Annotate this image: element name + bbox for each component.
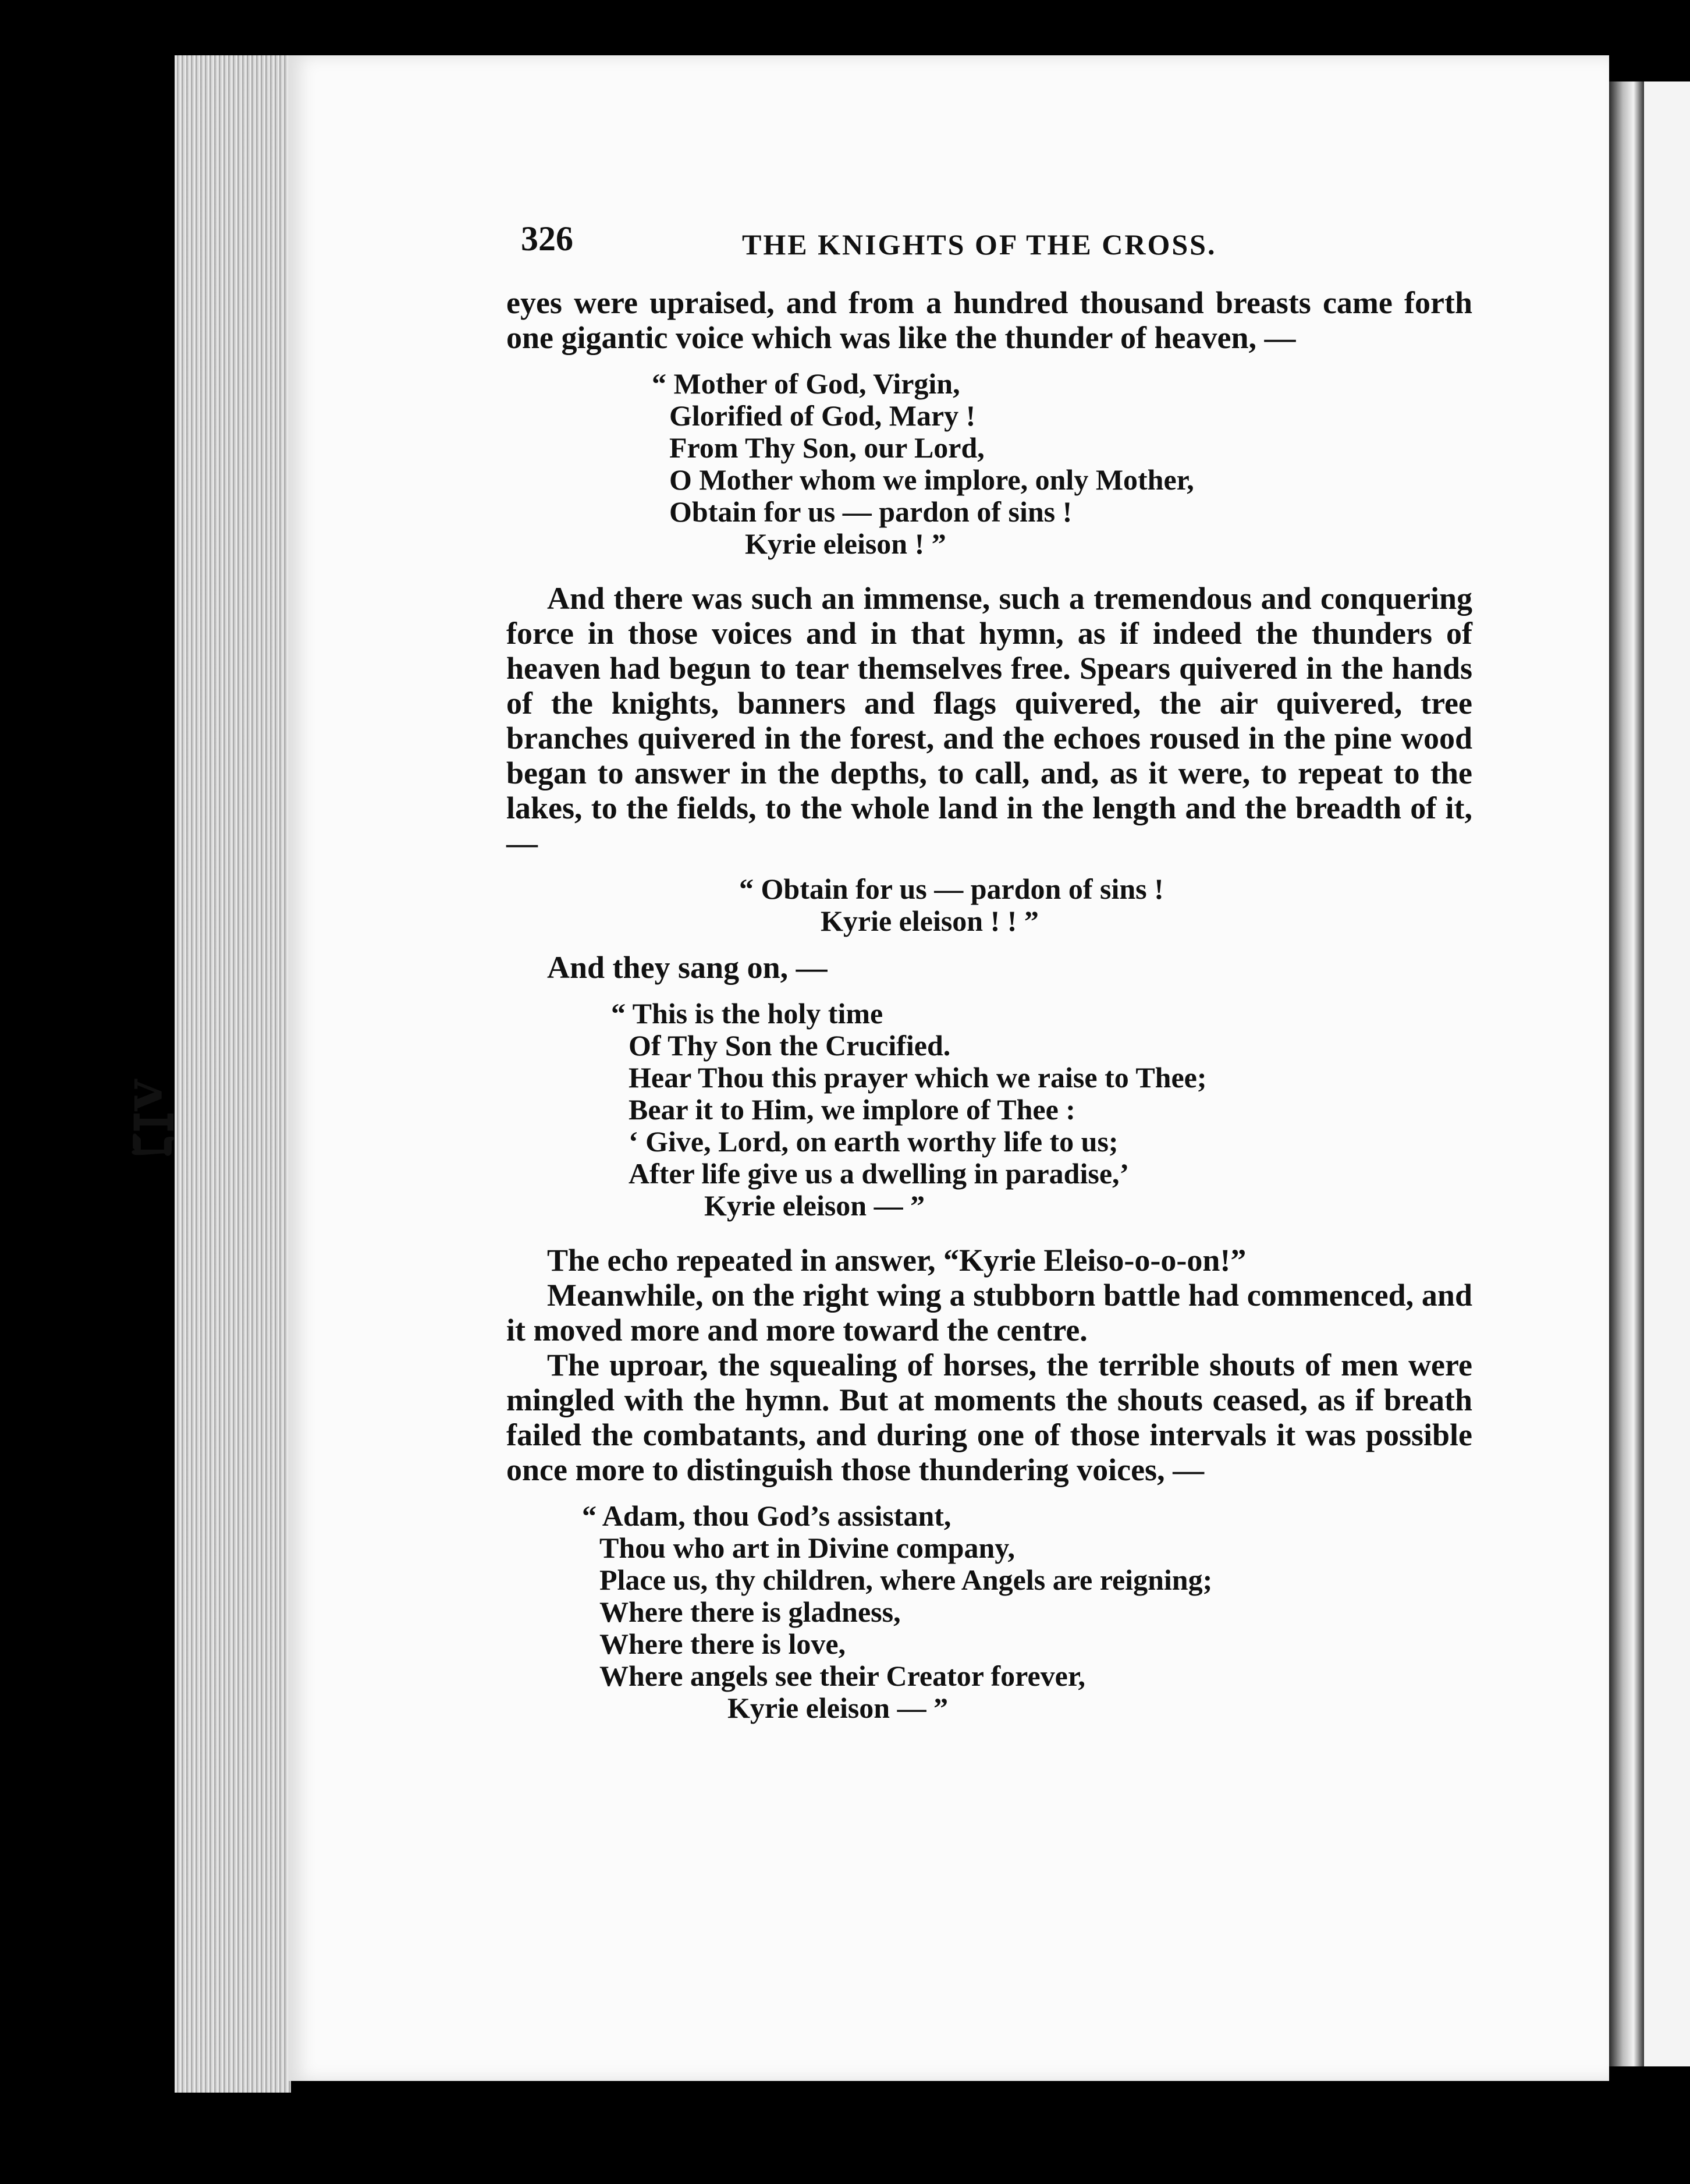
page-content xyxy=(506,221,1472,1737)
verse-line: Hear Thou this prayer which we raise to Thee; xyxy=(629,1061,1207,1094)
facing-page-edge xyxy=(1609,81,1644,2066)
verse-line: Thou who art in Divine company, xyxy=(599,1531,1016,1564)
paragraph-1: eyes were upraised, and from a hundred thousand breasts came forth one gigantic voice which was like the thunder of heaven, — xyxy=(506,285,1472,355)
verse-hymn-3 xyxy=(611,998,1472,1222)
verse-line: Glorified of God, Mary ! xyxy=(669,399,976,432)
verse-line: Of Thy Son the Crucified. xyxy=(629,1029,951,1062)
library-stamp-mark: ᴧ𝖨ℷ xyxy=(122,1077,183,1158)
verse-line: “ This is the holy time xyxy=(611,997,883,1030)
paragraph-2: And there was such an immense, such a tremendous and conquering force in those voices and in that hymn, as if indeed the thunders of heaven had begun to tear themselves free. Spears quivered in the hands of the knights, banners and flags quivered, the air quivered, tree branches quivered in the forest, and the echoes roused in the pine wood began to answer in the depths, to call, and, as it were, to repeat to the lakes, to the fields, to the whole land in the length and the breadth of it, — xyxy=(506,581,1472,860)
verse-line: Place us, thy children, where Angels are reigning; xyxy=(599,1563,1213,1596)
page-number: 326 xyxy=(521,219,573,258)
verse-line: “ Adam, thou God’s assistant, xyxy=(582,1499,951,1532)
verse-hymn-4 xyxy=(582,1500,1472,1724)
verse-line: Kyrie eleison ! ” xyxy=(745,527,946,560)
verse-line: After life give us a dwelling in paradise,’ xyxy=(629,1157,1130,1190)
verse-line: Kyrie eleison ! ! ” xyxy=(821,905,1039,937)
verse-line: O Mother whom we implore, only Mother, xyxy=(669,463,1194,496)
running-head xyxy=(506,221,1472,268)
paragraph-6: The uproar, the squealing of horses, the terrible shouts of men were mingled with the hymn. But at moments the shouts ceased, as if breath failed the combatants, and during one of those intervals it was possible once more to distinguish those thundering voices, — xyxy=(506,1348,1472,1487)
verse-line: “ Mother of God, Virgin, xyxy=(652,367,960,400)
verse-line: Where there is love, xyxy=(599,1628,846,1660)
verse-line: Obtain for us — pardon of sins ! xyxy=(669,495,1073,528)
verse-hymn-2 xyxy=(739,873,1472,937)
verse-line: Kyrie eleison — ” xyxy=(704,1189,925,1222)
page-fore-edge xyxy=(175,55,291,2093)
verse-line: Kyrie eleison — ” xyxy=(727,1692,949,1724)
verse-line: “ Obtain for us — pardon of sins ! xyxy=(739,873,1164,905)
verse-line: ‘ Give, Lord, on earth worthy life to us; xyxy=(629,1125,1119,1158)
verse-line: From Thy Son, our Lord, xyxy=(669,431,985,464)
verse-hymn-1 xyxy=(652,368,1472,560)
verse-line: Where angels see their Creator forever, xyxy=(599,1660,1085,1692)
running-title: THE KNIGHTS OF THE CROSS. xyxy=(742,228,1217,261)
paragraph-4: The echo repeated in answer, “Kyrie Eleiso-o-o-on!” xyxy=(547,1243,1247,1278)
paragraph-5: Meanwhile, on the right wing a stubborn battle had commenced, and it moved more and more toward the centre. xyxy=(506,1278,1472,1348)
verse-line: Bear it to Him, we implore of Thee : xyxy=(629,1093,1075,1126)
paragraph-3: And they sang on, — xyxy=(547,950,828,985)
facing-page xyxy=(1644,81,1690,2066)
verse-line: Where there is gladness, xyxy=(599,1596,901,1628)
